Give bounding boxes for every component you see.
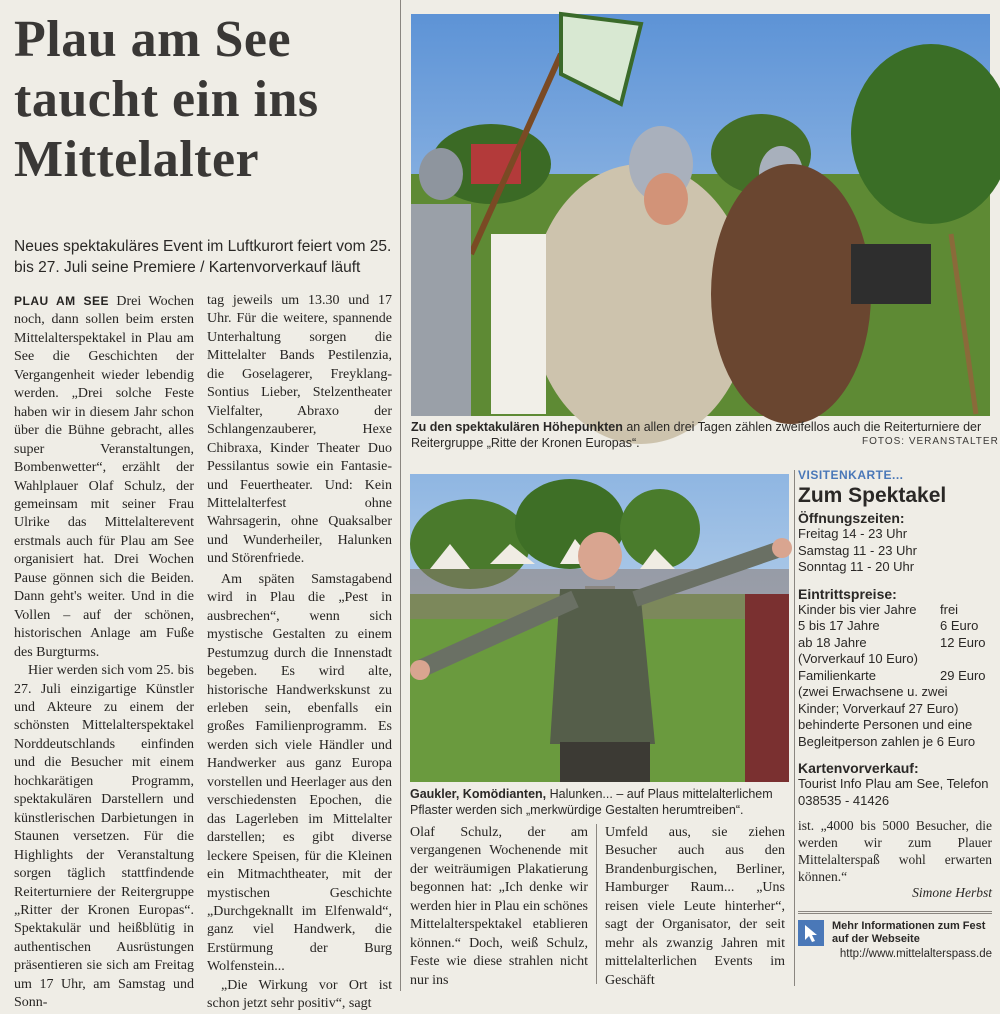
article-column-2 [207,292,392,1012]
author: Simone Herbst [912,885,992,900]
more-info [798,911,992,946]
paragraph: tag jeweils um 13.30 und 17 Uhr. Für die weitere, spannende Unterhaltung sorgen die Mittelalter Bands Pestilenzia, die Goselagerer, Freyklang-Sontius Lieber, Stelzentheater Vielfalter, Abraxo der Schlangenzauberer, Hexe Chibraxa, Kinder Theater Duo Pessilantus sowie ein Fantasie- und Feuertheater. Und: Kein Mittelalterfest ohne Wahrsagerin, ohne Quaksalber und Wunderheiler, Halunken und Störenfriede. [207,293,392,567]
info-box [798,468,992,986]
column-divider [596,824,597,984]
headline: Plau am See taucht ein ins Mittelalter [14,11,319,188]
column-divider [400,0,401,991]
price-row: Kinder bis vier Jahre frei [798,601,959,617]
knights-photo [411,14,990,416]
hours-sunday: Sonntag 11 - 20 Uhr [798,559,915,574]
price-row: Familienkarte 29 Euro [798,667,986,683]
price-row: 5 bis 17 Jahre 6 Euro [798,618,979,633]
hours-saturday: Samstag 11 - 23 Uhr [798,542,917,558]
presale-heading: Kartenvorverkauf: [798,760,919,776]
prices-heading: Eintrittspreise: [798,585,897,602]
article-column-4 [605,824,785,987]
hours-heading: Öffnungszeiten: [798,510,905,526]
subheadline: Neues spektakuläres Event im Luftkurort feiert vom 25. bis 27. Juli seine Premiere / Kartenvorverkauf läuft [14,238,392,276]
paragraph: „Die Wirkung vor Ort ist schon jetzt sehr positiv“, sagt [207,977,392,1012]
presale-text: Tourist Info Plau am See, Telefon 038535 - 41426 [798,776,989,808]
website-link[interactable]: http://www.mittelalterspass.de [839,948,992,960]
column-divider [794,470,795,986]
article-column-1 [14,292,194,1011]
paragraph: PLAU AM SEE Drei Wochen noch, dann sollen beim ersten Mittelalterspektakel in Plau am See die Geschichten der Vergangenheit wieder lebendig werden. „Drei solche Feste haben wir in diesem Jahr schon über die Bühne gebracht, alles super Veranstaltungen, Bombenwetter“, erzählt der Wahlplauer Olaf Schulz, der gemeinsam mit seiner Frau Ulrike das Mittelalterevent erstmals auch für Plau am See organisiert hat. Drei Wochen Pause gönnen sich die Beiden. Dann geht's weiter. Und in die Vollen – auf der schönen, historischen Anlage am Fuße des Burgturms. [14,294,194,660]
jester-photo [410,474,789,782]
paragraph: Olaf Schulz, der am vergangenen Wochenende mit der weiträumigen Plakatierung begonnen hat: „Ich denke wir werden hier in Plau ein schönes Mittelalterspektakel etablieren können.“ Doch, weiß Schulz, Feste wie diese strahlen nicht nur ins [410,825,588,988]
paragraph: Umfeld aus, sie ziehen Besucher auch aus den Brandenburgischen, Berliner, Hamburger Raum... „Uns reisen viele Leute hinterher“, sagt der Organisator, der seit mehr als zwanzig Jahren mit mittelalterlichen Events im Geschäft [605,825,785,988]
info-box-title: Zum Spektakel [798,484,947,507]
photo2-caption: Gaukler, Komödianten, Halunken... – auf Plaus mittelalterlichem Pflaster werden sich „merkwürdige Gestalten herumtreiben“. [410,787,773,817]
cursor-icon [798,920,824,946]
article-column-3 [410,824,588,987]
paragraph: Hier werden sich vom 25. bis 27. Juli einzigartige Künstler und Akteure zu einem der schönsten Mittelalterspektakel Norddeutschlands einfinden und die Besucher mit einem hochkarätigen Programm, spektakulären Darstellern und künstlerischen Darbietungen in Staunen versetzen. Für die Highlights der Veranstaltung sorgen täglich stattfindende Reiterturniere der Reitergruppe „Ritter der Kronen Europas“. Spektakulär und heißblütig in authentischen Ausrüstungen präsentieren sie sich am Freitag um 17 Uhr, am Samstag und Sonn- [14,663,194,1011]
hours-friday: Freitag 14 - 23 Uhr [798,526,908,541]
photo1-caption: Zu den spektakulären Höhepunkten an allen drei Tagen zählen zweifellos auch die Reiterturniere der Reitergruppe „Ritte der Kronen Europas“. [411,420,982,450]
price-row: (Vorverkauf 10 Euro) [798,651,918,666]
paragraph: Am späten Samstagabend wird in Plau die „Pest in ausbrechen“, wenn sich mystische Gestalten zu einem Pestumzug durch die Innenstadt begeben. Es wird alte, historische Handwerkskunst zu erleben sein, ebenfalls ein großes Familienprogramm. Es werden sich viele Händler und Handwerker aus ganz Europa vorstellen und Heerlager aus den verschiedensten Epochen, die das Lagerleben im Mittelalter darstellen; es gibt diverse leckere Speisen, für die Kleinen ein Mitmachtheater, mit der mystischen Geschichte „Durchgeknallt im Elfenwald“, ganz viel Handwerk, die Erstürmung der Burg Wolfenstein... [207,571,392,975]
dateline: PLAU AM SEE [14,294,109,308]
more-info-text: Mehr Informationen zum Fest auf der Webseite [832,920,986,945]
info-box-tag: VISITENKARTE... [798,468,904,482]
price-row: ab 18 Jahre 12 Euro [798,634,986,650]
closing-quote: ist. „4000 bis 5000 Besucher, die werden wir zum Plauer Mittelalterspaß wohl erwarten können.“ [798,818,992,884]
photo-credit: FOTOS: VERANSTALTER [862,436,999,447]
prices-note: (zwei Erwachsene u. zwei Kinder; Vorverkauf 27 Euro) behinderte Personen und eine Begleitperson zahlen je 6 Euro [798,684,976,749]
